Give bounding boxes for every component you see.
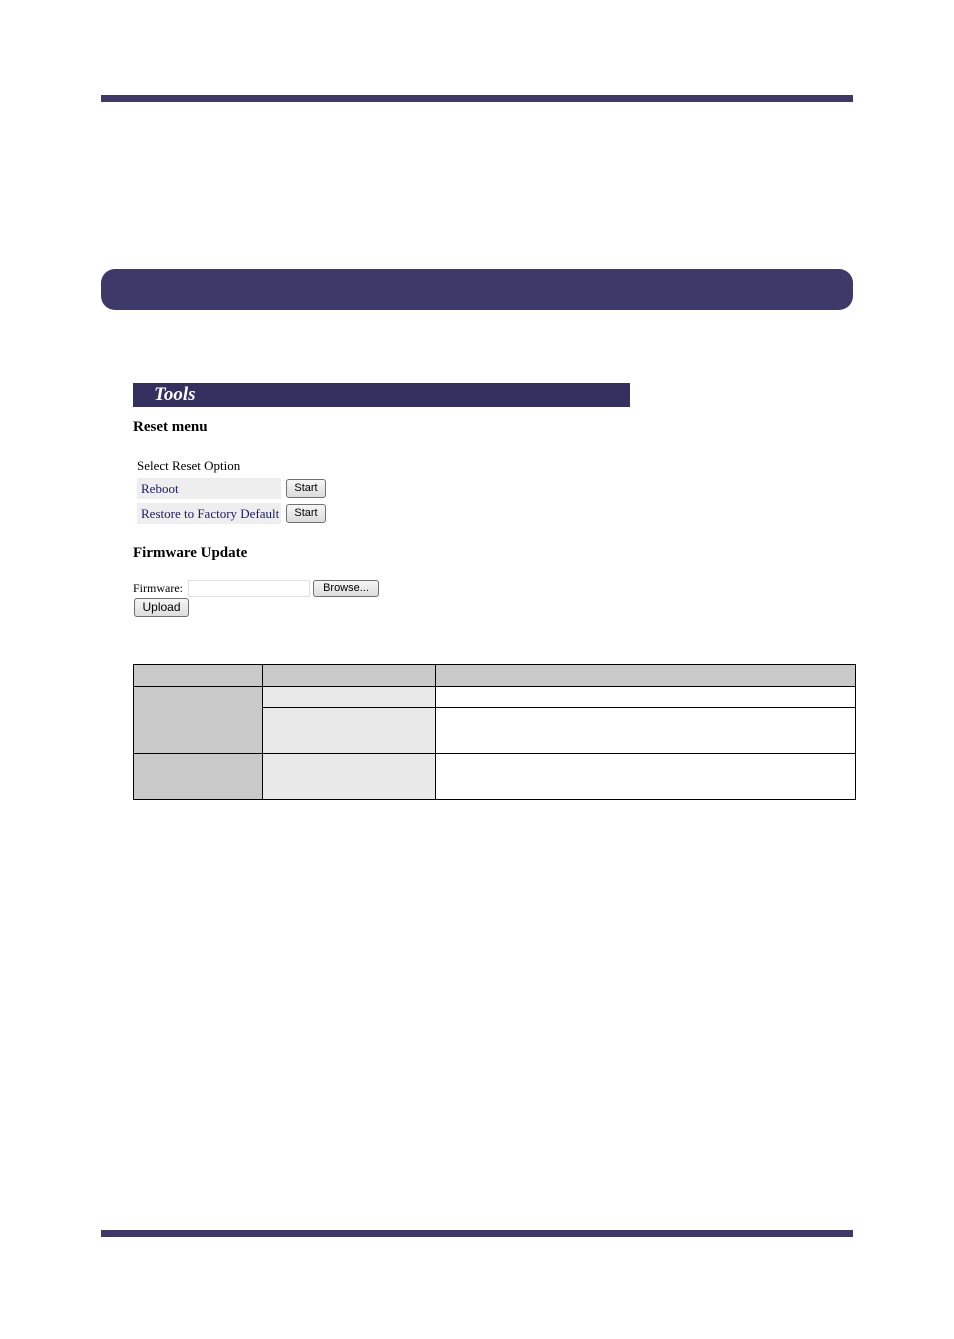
table-description-cell <box>436 708 856 754</box>
reset-option-factory-default-label: Restore to Factory Default <box>137 503 281 524</box>
reset-option-reboot-label: Reboot <box>137 478 281 499</box>
settings-description-table <box>133 664 856 800</box>
table-header-cell <box>436 665 856 687</box>
table-header-cell <box>263 665 436 687</box>
table-item-cell <box>263 754 436 800</box>
select-reset-option-label: Select Reset Option <box>137 458 241 473</box>
tools-title: Tools <box>154 384 196 405</box>
table-description-cell <box>436 754 856 800</box>
table-item-cell <box>263 708 436 754</box>
firmware-update-heading: Firmware Update <box>133 545 248 561</box>
section-header-bar <box>101 269 853 310</box>
reset-menu-heading: Reset menu <box>133 419 208 435</box>
top-rule <box>101 95 853 102</box>
browse-button[interactable]: Browse... <box>313 580 379 597</box>
table-group-cell <box>134 687 263 754</box>
tools-title-bar <box>133 383 630 407</box>
reboot-start-button[interactable]: Start <box>286 479 326 498</box>
table-description-cell <box>436 687 856 708</box>
table-row <box>134 754 856 800</box>
factory-default-start-button[interactable]: Start <box>286 504 326 523</box>
firmware-field-label: Firmware: <box>133 581 183 595</box>
table-group-cell <box>134 754 263 800</box>
table-item-cell <box>263 687 436 708</box>
table-row <box>134 687 856 708</box>
table-header-row <box>134 665 856 687</box>
table-header-cell <box>134 665 263 687</box>
bottom-rule <box>101 1230 853 1237</box>
upload-button[interactable]: Upload <box>134 598 189 617</box>
firmware-file-input[interactable] <box>188 580 310 597</box>
